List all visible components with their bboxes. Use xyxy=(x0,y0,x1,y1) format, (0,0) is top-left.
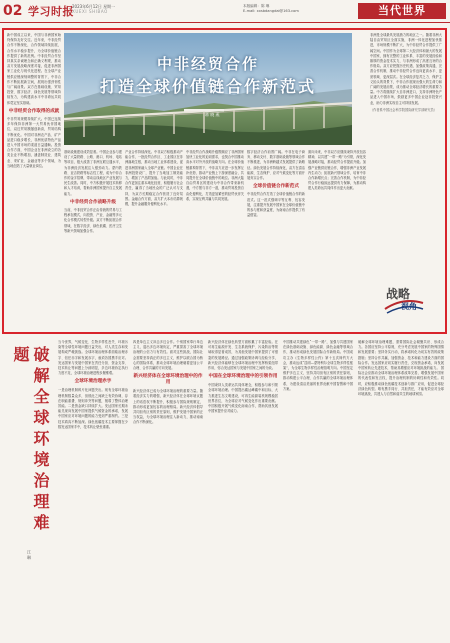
issue-date-text: 2023年6月12日 星期一 xyxy=(72,4,116,9)
feature-headline-line1: 中非经贸合作 xyxy=(156,55,259,73)
header-divider xyxy=(0,22,450,23)
email-line: E-mail: xxsbdangdai@163.com xyxy=(243,9,299,13)
feature-body-column: 基础设施建设成效显著。中国企业参与建设了大量铁路、公路、港口、机场、电站等项目，极大改善了非洲互联互通水平，为非洲经济发展注入强劲动力。蒙内铁路、亚吉铁路等标志性工程，成为中非合作的金字招牌，带动沿线地区产业发展与民生改善。同时，中方积极开展技术转移和人才培训，帮助非洲国家提升自主发展能力。 中非经贸合作战略升级 当前，中非经贸合作正由传统的贸易与工程承包模式，向投资、产业、金融等多元化合作模式转型升级。双方不断拓展合作领域，在数字经济、绿色低碳、医疗卫生等新兴领域加强合作。 xyxy=(64,150,122,233)
feature-body-column: 面向未来，中非双方应继续秉持开放包容精神，以共建“一带一路”为引领，深化发展战略对接，推动经贸合作提质升级。加强产业链供应链合作，增强非洲产业发展内生动力；拓展新兴领域合作，培育中非合作新增长点；完善合作机制，为中非经贸合作行稳致远提供有力保障，为推动构建人类命运共同体作出更大贡献。 xyxy=(308,150,366,191)
newspaper-logo: 学习时报 xyxy=(28,5,74,18)
page-number: 02 xyxy=(3,3,23,19)
lower-body-column: 新兴经济体在绿色转型方面积累了丰富经验。在可再生能源开发、生态系统保护、污染防治等领域取得显著成效，为其他发展中国家提供了可借鉴的发展路径。通过加强政策协调与经验分享，新兴经济体能够在全球环境治理中发挥桥梁纽带作用，弥合发达国家与发展中国家之间的分歧。 中国在全球环境治理中的引领作用 中国秉持人类命运共同体理念，积极参与和引领全球环境治理。中国提出碳达峰碳中和目标，大力推进生态文明建设，可再生能源装机规模稳居世界首位，为全球应对气候变化作出重要贡献。中国积极开展气候变化南南合作，帮助其他发展中国家提升应对能力。 xyxy=(208,340,278,414)
badge-title: 战略 xyxy=(386,287,411,301)
lower-body-column: 当今世界，气候变化、生物多样性丧失、环境污染等全球性环境问题日益突出，对人类生存和发展构成严峻挑战。全球环境治理体系面临治理赤字、信任赤字和发展赤字，亟须各国携手应对。发达国家与发展中国家在责任分担、资金支持、技术转让等问题上分歧明显，多边环境协定执行力度不足，全球环境治理进程步履维艰。 全球环境治理赤字 一是治理机制碎片化问题突出。现有全球环境治理机制数量众多，但彼此之间缺乏有效协调，存在职能重叠、规则冲突等问题，削弱了整体治理效能。二是资金缺口持续扩大。发达国家长期未能兑现向发展中国家提供气候资金的承诺，发展中国家应对环境问题的能力受到严重制约。三是技术鸿沟不断加深。绿色低碳技术主要掌握在少数发达国家手中，技术转让壁垒重重。 xyxy=(58,340,128,429)
editor-info xyxy=(243,4,343,14)
lower-article-title: 破解全球环境治理难题 xyxy=(11,346,50,535)
feature-body-column: 非洲是全球最具发展潜力的地区之一。随着非洲大陆自由贸易区全面实施，非洲一体化进程加快推进，市场规模不断扩大，为中非经贸合作提供了广阔空间。中国作为全球第二大经济体和最大的发展中国家，拥有完整的工业体系、丰富的发展经验和雄厚的资金技术实力，与非洲形成了高度互补的合作格局。双方应把握历史机遇，加强政策沟通，完善合作机制，推动中非经贸合作迈向更高水平、更宽领域、更深层次。在全球经济复苏乏力、保护主义抬头的背景下，中非合作展现出强大的生命力和广阔的发展前景，成为推动全球经济增长的重要力量。中方将继续扩大自非洲进口，支持非洲特色产品进入中国市场，鼓励更多中国企业赴非投资兴业，助力非洲实现自主可持续发展。 （作者系中国社会科学院国际研究学部研究员） xyxy=(370,33,442,112)
lower-body-column: 四是单边主义冲击多边合作。个别国家奉行单边主义，退出多边环境协定，严重损害了全球环境治理的公信力与有效性。面对这些挑战，国际社会需要坚持真正的多边主义，维护以联合国为核心的国际体系，推动全球环境治理朝着更加公平合理、合作共赢的方向发展。 新兴经济体在全球环境治理中的作用 新兴经济体已成为全球环境治理的重要力量。随着经济实力的增强，新兴经济体在全球环境议题上的话语权不断提升，积极参与国际规则制定，推动形成更加包容的治理格局。新兴经济体倡导共同但有区别的责任原则，维护发展中国家的正当权益，为全球环境治理注入新动力，推动南南合作不断深化。 xyxy=(133,340,203,425)
issue-date-sub: XUEXI SHIBAO xyxy=(72,9,108,14)
lower-body-column: 破解全球环境治理难题，需要国际社会凝聚共识、形成合力。各国应坚持公平原则，充分考虑发展中国家的特殊国情和发展需要；坚持务实行动，将承诺转化为切实有效的政策措施；坚持合作共赢，加强资金、技术和能力建设方面的国际合作。发达国家应切实履行责任，兑现资金承诺，向发展中国家转让先进技术，帮助其增强应对环境挑战的能力。 国际社会应推动全球环境治理体系改革完善，增强发展中国家的代表性和发言权，提升治理机制的协调性和有效性。同时，应积极推动绿色低碳技术创新与推广应用，促进全球经济绿色转型。唯有携手同行、共担责任，才能有效应对全球环境挑战，共建人与自然和谐共生的地球家园。 xyxy=(358,340,444,397)
lower-subhead-1: 全球环境治理赤字 xyxy=(74,379,112,385)
feature-body-column: 新中国成立以来，中国与非洲国家始终保持友好交往。近年来，中非经贸合作不断深化，合作领域持续拓展，合作水平稳步提升，为全球价值链合作提供了新的范例。中非经贸合作坚持真实亲诚理念和正确义利观，推动双方发展战略深度对接，促进非洲国家工业化与现代化进程。在全球产业链供应链深刻调整的背景下，中非合作不断拓展新空间，展现出强劲韧性与广阔前景。双方在基础设施、贸易投资、数字经济、绿色发展等领域持续发力，为构建高水平中非命运共同体奠定坚实基础。 中非经贸合作取得的成就 中非贸易规模持续扩大。中国已连续多年保持非洲第一大贸易伙伴国地位，双边贸易额屡创新高，贸易结构不断优化。中国对非洲农产品、矿产品进口稳步增长，非洲优质特色产品进入中国市场的渠道日益通畅。投资合作方面，中国企业在非洲设立的各类企业不断增加，涵盖制造业、建筑业、采矿业、金融业等多个领域，为当地创造了大量就业岗位。 xyxy=(7,33,61,168)
feature-subhead-1: 中非经贸合作取得的成就 xyxy=(8,108,60,114)
lower-body-column: 中国推动共建绿色“一带一路”，加强与共建国家在绿色基础设施、绿色能源、绿色金融等领域合作，推动形成绿色发展国际合作新格局。中国成功主办《生物多样性公约》第十五次缔约方大会，推动达成“昆明—蒙特利尔全球生物多样性框架”，为全球生物多样性治理指明方向。中国坚定维护多边主义，坚持共同但有区别的责任原则，推动构建公平合理、合作共赢的全球环境治理体系，为建设清洁美丽的世界贡献中国智慧和中国方案。 xyxy=(283,340,353,391)
badge-subtitle: 视角 xyxy=(401,301,417,311)
feature-subhead-2: 中非经贸合作战略升级 xyxy=(70,199,116,205)
feature-subhead-3: 全球价值链合作新范式 xyxy=(253,184,299,190)
feature-author-note: （作者系中国社会科学院国际研究学部研究员） xyxy=(370,107,437,112)
feature-body-column: 数字经济合作前景广阔。中非在电子商务、移动支付、数字基础设施等领域合作不断推进，为非洲跨越式发展提供了新路径。绿色发展合作持续深化，双方在清洁能源、生态保护、应对气候变化等方面开展务实合作。 全球价值链合作新范式 中非经贸合作打造了全球价值链合作的新范式。这一范式强调平等互利、包容发展，注重提升发展中国家在全球价值链中的参与度和获益度，为南南合作提供了有益借鉴。 xyxy=(247,150,305,218)
section-label: 当代世界 xyxy=(358,3,446,19)
feature-headline-line2: 打造全球价值链合作新范式 xyxy=(99,77,316,96)
feature-body-column: 产业合作持续深化。中非双方积极推动产能合作，一批经贸合作区、工业园区在非洲落地生根，推动当地工业体系建设，促进非洲国家融入全球产业链。中国企业在非洲投资设厂，提升了当地加工制造能力，增加了产品附加值。与此同时，中非合作更加注重本地化经营，积极履行社会责任，赢得了当地民众的广泛认可与支持，为双方长期稳定合作营造了良好氛围。金融合作方面，双方扩大本币结算规模，提升金融服务便利化水平。 xyxy=(125,150,183,207)
feature-byline: 蒋 晓 燕 xyxy=(205,112,220,117)
feature-body-column: 中非经贸合作战略升级既顺应了非洲国家加快工业化的迫切需求，也契合中国推动高水平对外开放的战略方向。在全球价值链重构背景下，中非双方应进一步发挥互补优势，推动产业链上下游深度融合，共同提升在全球价值链中的地位。非洲大陆自由贸易区的建设为中非合作带来新机遇，中方愿与非方一道，推动贸易投资自由化便利化，打造更加紧密的经贸伙伴关系，实现互利共赢与共同发展。 xyxy=(186,150,244,201)
lower-article-author: 江 琳 xyxy=(27,550,32,560)
lower-subhead-2: 新兴经济体在全球环境治理中的作用 xyxy=(133,374,203,386)
issue-date xyxy=(72,4,142,14)
editor-line: 本版编辑：陈 琳 xyxy=(243,4,270,8)
lower-subhead-3: 中国在全球环境治理中的引领作用 xyxy=(208,374,278,380)
